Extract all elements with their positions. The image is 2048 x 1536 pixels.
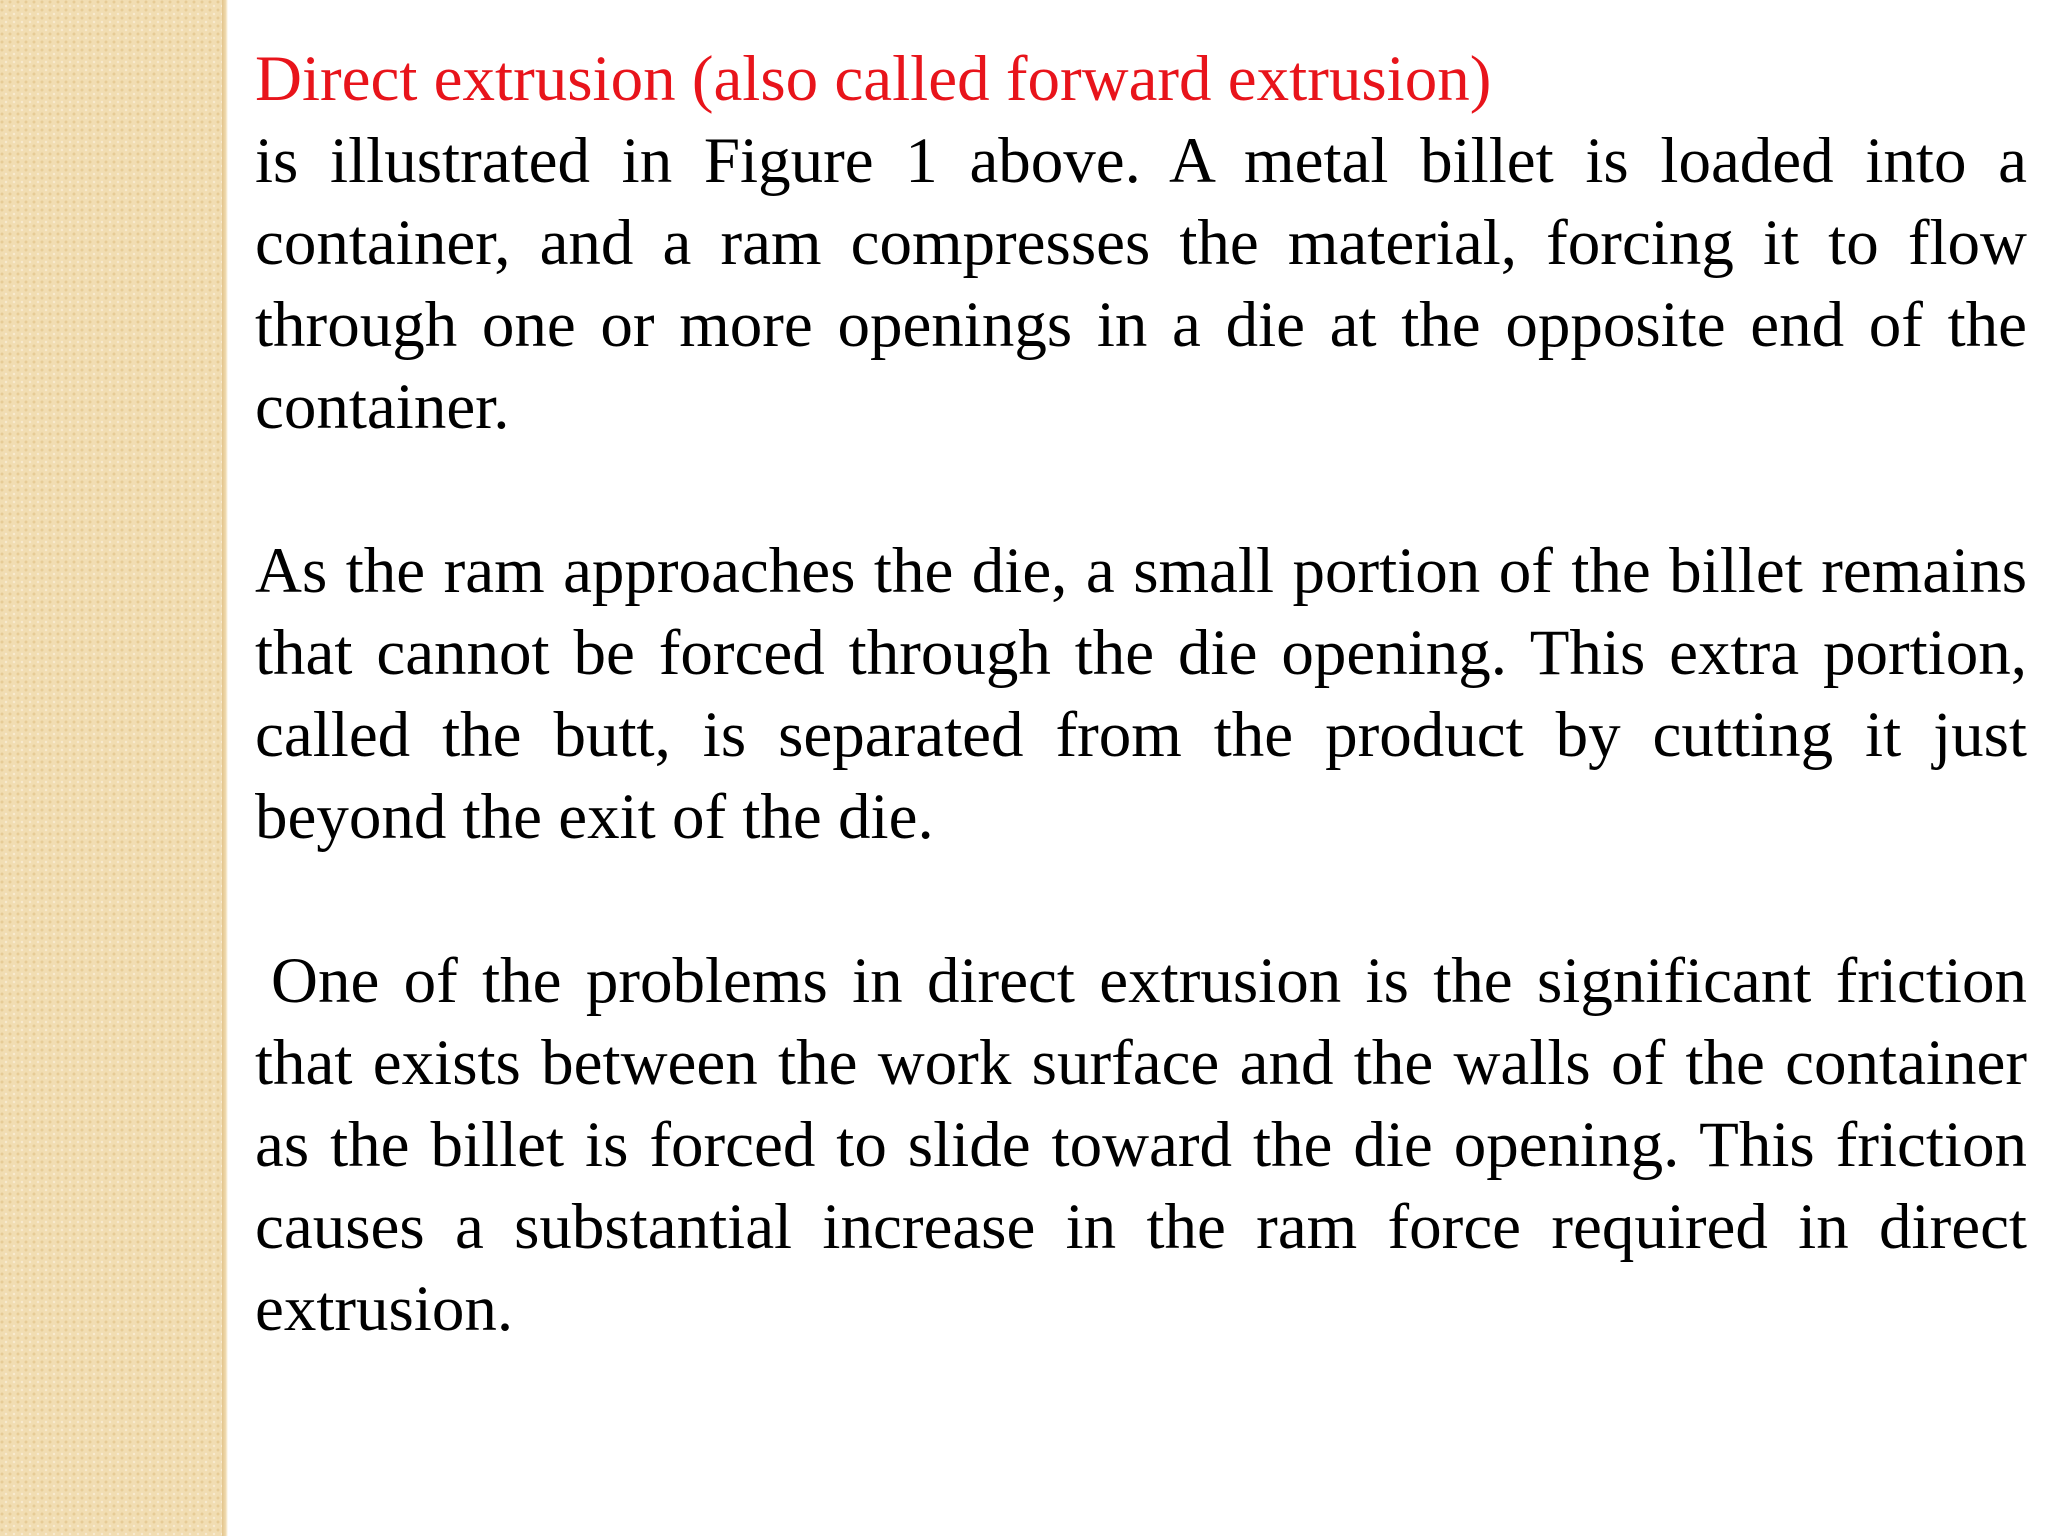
paragraph-spacer — [255, 448, 2027, 530]
slide-content — [255, 38, 2027, 1350]
paragraph-friction-problem-text: One of the problems in direct extrusion is the significant friction that exists between the work surface and the walls of the container as the billet is forced to slide toward the die opening. This friction causes a substantial increase in the ram force required in direct extrusion. — [255, 945, 2027, 1345]
paragraph-butt-description: As the ram approaches the die, a small portion of the billet remains that cannot be forced through the die opening. This extra portion, called the butt, is separated from the product by cutting it just beyond the exit of the die. — [255, 535, 2027, 853]
side-band-edge — [222, 0, 228, 1536]
paragraph-friction-problem — [255, 940, 2027, 1350]
paragraph-spacer — [255, 858, 2027, 940]
slide-heading: Direct extrusion (also called forward extrusion) — [255, 43, 1492, 115]
paragraph-direct-extrusion-description: is illustrated in Figure 1 above. A metal billet is loaded into a container, and a ram compresses the material, forcing it to flow through one or more openings in a die at the opposite end of the container. — [255, 125, 2027, 443]
decorative-side-band — [0, 0, 226, 1536]
